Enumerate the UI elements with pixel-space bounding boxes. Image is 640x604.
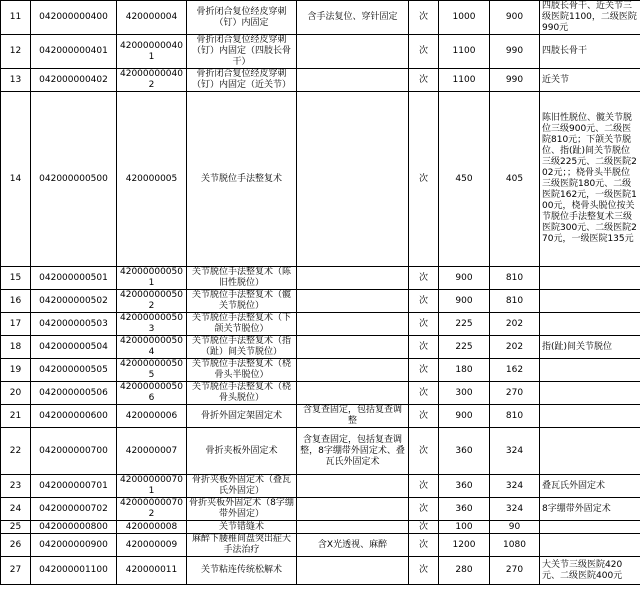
content-cell: 含手法复位、穿针固定 (297, 1, 409, 35)
code2-cell: 420000000505 (117, 359, 187, 382)
item-name-cell: 关节脱位手法整复术（陈旧性脱位） (187, 267, 297, 290)
content-cell: 含复查固定，包括复查调整 (297, 405, 409, 428)
table-row (1, 313, 640, 336)
row-number: 11 (1, 1, 31, 35)
table-row (1, 359, 640, 382)
content-cell (297, 92, 409, 267)
item-name-cell: 麻醉下腰椎间盘突出症大手法治疗 (187, 534, 297, 557)
price-tier1-cell: 450 (439, 92, 490, 267)
price-tier2-cell: 202 (490, 336, 540, 359)
price-tier2-cell: 162 (490, 359, 540, 382)
item-name-cell: 关节脱位手法整复术（下颌关节脱位） (187, 313, 297, 336)
item-name-cell: 关节脱位手法整复术（桡骨头半脱位） (187, 359, 297, 382)
item-name-cell: 关节脱位手法整复术（桡骨头脱位） (187, 382, 297, 405)
note-cell (540, 521, 640, 534)
code2-cell: 420000000501 (117, 267, 187, 290)
price-tier2-cell: 202 (490, 313, 540, 336)
table-row (1, 336, 640, 359)
code2-cell: 420000000504 (117, 336, 187, 359)
price-tier2-cell: 324 (490, 475, 540, 498)
note-cell: 四肢长骨干 (540, 35, 640, 69)
item-name-cell: 骨折夹板外固定术（叠瓦氏外固定） (187, 475, 297, 498)
table-row (1, 1, 640, 35)
code2-cell: 420000000401 (117, 35, 187, 69)
price-tier1-cell: 100 (439, 521, 490, 534)
table-row (1, 428, 640, 475)
note-cell: 指(趾)间关节脱位 (540, 336, 640, 359)
row-number: 22 (1, 428, 31, 475)
price-tier2-cell: 270 (490, 557, 540, 585)
price-tier2-cell: 1080 (490, 534, 540, 557)
item-name-cell: 骨折闭合复位经皮穿刺（钉）内固定（四肢长骨干） (187, 35, 297, 69)
unit-cell: 次 (409, 534, 439, 557)
unit-cell: 次 (409, 405, 439, 428)
code2-cell: 420000007 (117, 428, 187, 475)
row-number: 20 (1, 382, 31, 405)
price-tier1-cell: 225 (439, 313, 490, 336)
row-number: 12 (1, 35, 31, 69)
code-cell: 042000000401 (31, 35, 117, 69)
row-number: 17 (1, 313, 31, 336)
price-tier1-cell: 1200 (439, 534, 490, 557)
code2-cell: 420000000502 (117, 290, 187, 313)
price-tier1-cell: 280 (439, 557, 490, 585)
price-tier1-cell: 360 (439, 475, 490, 498)
item-name-cell: 关节脱位手法整复术（指（趾）间关节脱位） (187, 336, 297, 359)
note-cell (540, 534, 640, 557)
note-cell: 近关节 (540, 69, 640, 92)
price-tier1-cell: 180 (439, 359, 490, 382)
table-row (1, 498, 640, 521)
table-row (1, 405, 640, 428)
code-cell: 042000000402 (31, 69, 117, 92)
unit-cell: 次 (409, 1, 439, 35)
note-cell: 大关节三级医院420元、二级医院400元 (540, 557, 640, 585)
unit-cell: 次 (409, 428, 439, 475)
row-number: 25 (1, 521, 31, 534)
table-row (1, 557, 640, 585)
note-cell (540, 382, 640, 405)
unit-cell: 次 (409, 92, 439, 267)
content-cell (297, 475, 409, 498)
item-name-cell: 骨折闭合复位经皮穿刺（钉）内固定 (187, 1, 297, 35)
code-cell: 042000000702 (31, 498, 117, 521)
code-cell: 042000000700 (31, 428, 117, 475)
table-row (1, 290, 640, 313)
code2-cell: 420000000701 (117, 475, 187, 498)
table-row (1, 267, 640, 290)
price-tier1-cell: 360 (439, 428, 490, 475)
price-tier2-cell: 810 (490, 405, 540, 428)
price-tier1-cell: 1100 (439, 35, 490, 69)
row-number: 19 (1, 359, 31, 382)
code2-cell: 420000009 (117, 534, 187, 557)
table-row (1, 35, 640, 69)
price-tier1-cell: 900 (439, 405, 490, 428)
content-cell (297, 267, 409, 290)
table-row (1, 92, 640, 267)
row-number: 13 (1, 69, 31, 92)
price-tier2-cell: 990 (490, 35, 540, 69)
note-cell: 陈旧性脱位、髋关节脱位三级900元、二级医院810元；下颌关节脱位、指(趾)间关节脱位三级225元、二级医院202元；；桡骨头半脱位三级医院180元、二级医院162元，一级医院100元，桡骨头脱位按关节脱位手法整复术三级医院300元、二级医院270元，一级医院135元 (540, 92, 640, 267)
code2-cell: 420000008 (117, 521, 187, 534)
unit-cell: 次 (409, 290, 439, 313)
item-name-cell: 骨折闭合复位经皮穿刺（钉）内固定（近关节） (187, 69, 297, 92)
unit-cell: 次 (409, 336, 439, 359)
code-cell: 042000000504 (31, 336, 117, 359)
row-number: 24 (1, 498, 31, 521)
price-tier2-cell: 324 (490, 498, 540, 521)
price-tier1-cell: 900 (439, 267, 490, 290)
code2-cell: 420000005 (117, 92, 187, 267)
price-tier1-cell: 900 (439, 290, 490, 313)
note-cell (540, 290, 640, 313)
price-tier2-cell: 990 (490, 69, 540, 92)
row-number: 18 (1, 336, 31, 359)
unit-cell: 次 (409, 359, 439, 382)
code-cell: 042000000501 (31, 267, 117, 290)
content-cell: 含X光透视、麻醉 (297, 534, 409, 557)
note-cell: 四肢长骨干、近关节三级医院1100，二级医院990元 (540, 1, 640, 35)
unit-cell: 次 (409, 521, 439, 534)
price-tier2-cell: 405 (490, 92, 540, 267)
content-cell (297, 359, 409, 382)
price-tier1-cell: 1100 (439, 69, 490, 92)
item-name-cell: 骨折夹板外固定术（8字绷带外固定） (187, 498, 297, 521)
table-row (1, 534, 640, 557)
unit-cell: 次 (409, 267, 439, 290)
item-name-cell: 关节脱位手法整复术 (187, 92, 297, 267)
price-tier1-cell: 360 (439, 498, 490, 521)
code2-cell: 420000006 (117, 405, 187, 428)
note-cell (540, 428, 640, 475)
content-cell: 含复查固定，包括复查调整，8字绷带外固定术、叠瓦氏外固定术 (297, 428, 409, 475)
note-cell: 叠瓦氏外固定术 (540, 475, 640, 498)
note-cell (540, 359, 640, 382)
price-tier2-cell: 810 (490, 267, 540, 290)
unit-cell: 次 (409, 313, 439, 336)
unit-cell: 次 (409, 475, 439, 498)
price-tier2-cell: 900 (490, 1, 540, 35)
price-tier2-cell: 270 (490, 382, 540, 405)
code-cell: 042000000400 (31, 1, 117, 35)
price-tier1-cell: 1000 (439, 1, 490, 35)
row-number: 21 (1, 405, 31, 428)
price-tier2-cell: 324 (490, 428, 540, 475)
price-tier1-cell: 225 (439, 336, 490, 359)
table-row (1, 475, 640, 498)
price-tier2-cell: 810 (490, 290, 540, 313)
table-row (1, 521, 640, 534)
row-number: 23 (1, 475, 31, 498)
item-name-cell: 骨折夹板外固定术 (187, 428, 297, 475)
unit-cell: 次 (409, 382, 439, 405)
content-cell (297, 336, 409, 359)
content-cell (297, 313, 409, 336)
price-tier1-cell: 300 (439, 382, 490, 405)
note-cell (540, 313, 640, 336)
code-cell: 042000000900 (31, 534, 117, 557)
item-name-cell: 关节粘连传统松解术 (187, 557, 297, 585)
code-cell: 042000000701 (31, 475, 117, 498)
content-cell (297, 382, 409, 405)
row-number: 27 (1, 557, 31, 585)
code-cell: 042000001100 (31, 557, 117, 585)
code2-cell: 420000000506 (117, 382, 187, 405)
code2-cell: 420000000503 (117, 313, 187, 336)
item-name-cell: 关节错缝术 (187, 521, 297, 534)
code2-cell: 420000000402 (117, 69, 187, 92)
row-number: 14 (1, 92, 31, 267)
content-cell (297, 498, 409, 521)
unit-cell: 次 (409, 69, 439, 92)
code2-cell: 420000004 (117, 1, 187, 35)
code-cell: 042000000600 (31, 405, 117, 428)
code2-cell: 420000011 (117, 557, 187, 585)
item-name-cell: 骨折外固定架固定术 (187, 405, 297, 428)
content-cell (297, 557, 409, 585)
row-number: 15 (1, 267, 31, 290)
item-name-cell: 关节脱位手法整复术（髋关节脱位） (187, 290, 297, 313)
note-cell: 8字绷带外固定术 (540, 498, 640, 521)
table-row (1, 69, 640, 92)
content-cell (297, 35, 409, 69)
unit-cell: 次 (409, 35, 439, 69)
unit-cell: 次 (409, 557, 439, 585)
code-cell: 042000000506 (31, 382, 117, 405)
unit-cell: 次 (409, 498, 439, 521)
code-cell: 042000000505 (31, 359, 117, 382)
content-cell (297, 290, 409, 313)
code-cell: 042000000800 (31, 521, 117, 534)
table-row (1, 382, 640, 405)
code-cell: 042000000503 (31, 313, 117, 336)
content-cell (297, 521, 409, 534)
row-number: 16 (1, 290, 31, 313)
row-number: 26 (1, 534, 31, 557)
code-cell: 042000000502 (31, 290, 117, 313)
note-cell (540, 267, 640, 290)
code2-cell: 420000000702 (117, 498, 187, 521)
note-cell (540, 405, 640, 428)
code-cell: 042000000500 (31, 92, 117, 267)
price-tier2-cell: 90 (490, 521, 540, 534)
content-cell (297, 69, 409, 92)
